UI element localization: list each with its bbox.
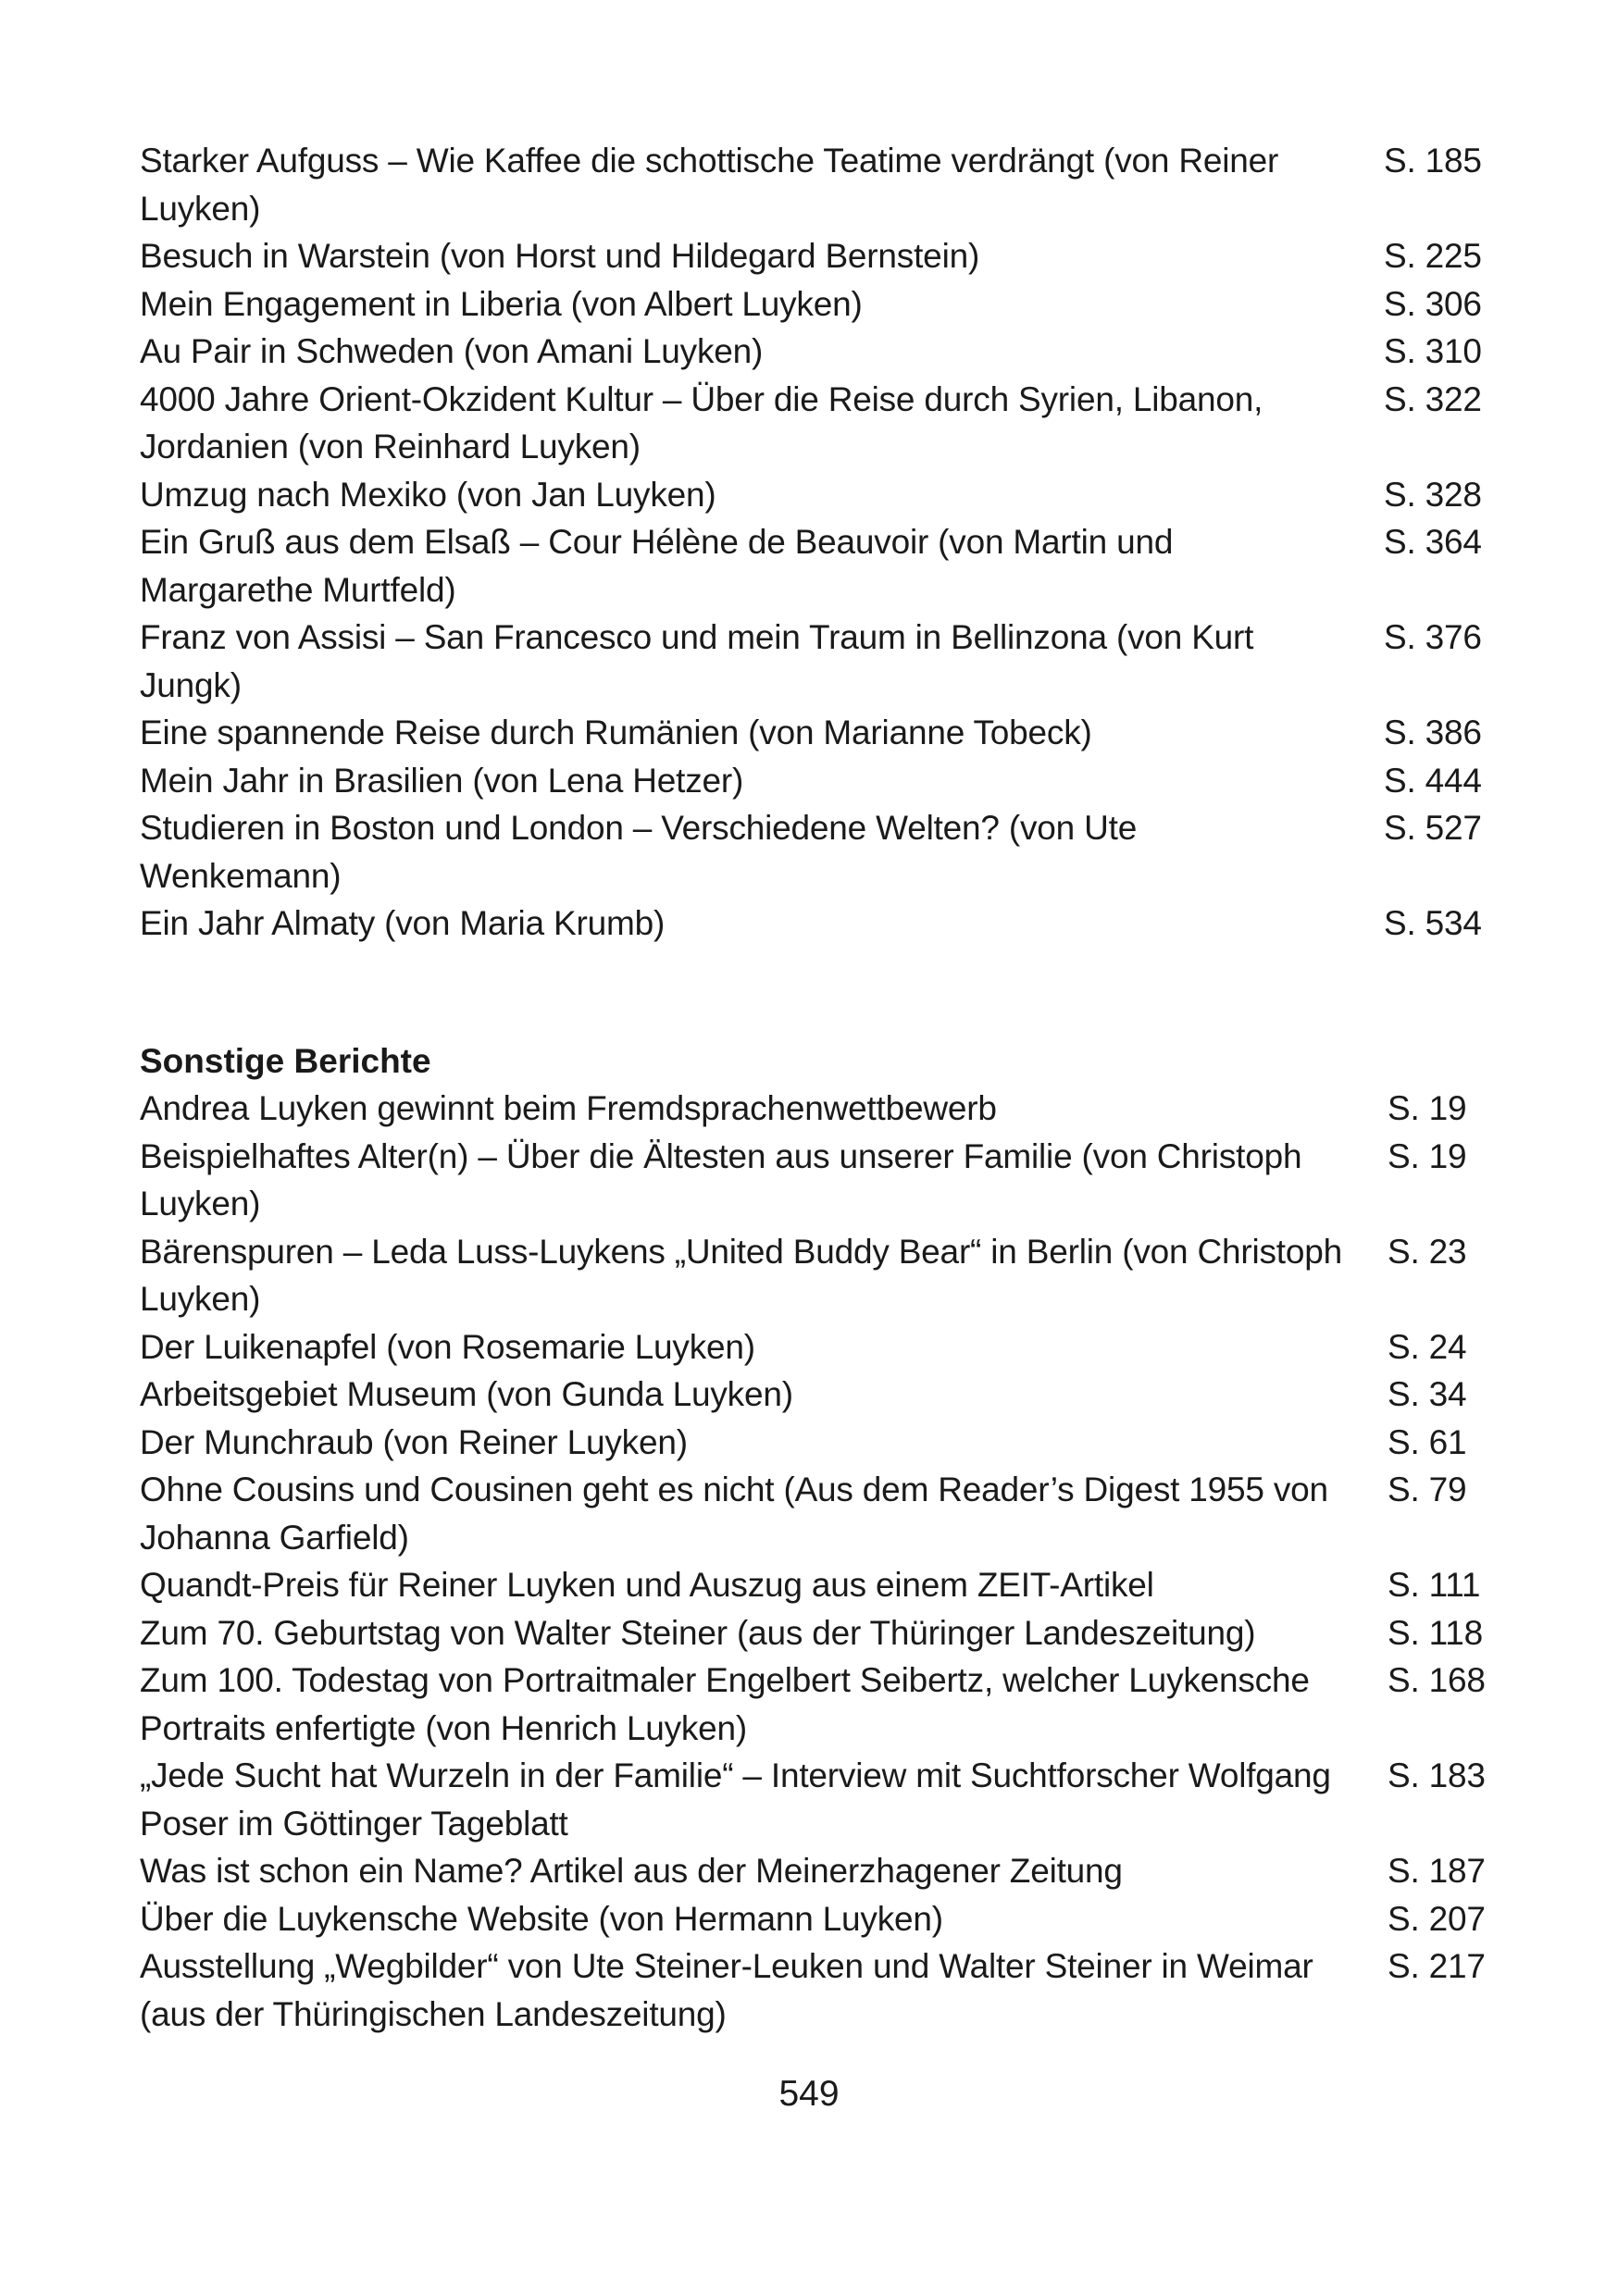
toc-entry-title: Was ist schon ein Name? Artikel aus der Meinerzhagener Zeitung xyxy=(140,1852,1123,1890)
toc-entry xyxy=(140,280,1482,329)
page-number: 549 xyxy=(778,2074,840,2114)
toc-entry-title: Zum 100. Todestag von Portraitmaler Engelbert Seibertz, welcher Luykensche Portraits enfertigte (von Henrich Luyken) xyxy=(140,1661,1310,1747)
toc-entry-title: Der Munchraub (von Reiner Luyken) xyxy=(140,1422,688,1461)
toc-entry xyxy=(140,1228,1482,1323)
toc-entry-page: S. 217 xyxy=(1388,1947,1486,1985)
toc-entry-title: Arbeitsgebiet Museum (von Gunda Luyken) xyxy=(140,1375,793,1413)
toc-entry-page: S. 225 xyxy=(1384,237,1482,275)
toc-entry-title: Ausstellung „Wegbilder“ von Ute Steiner-Leuken und Walter Steiner in Weimar (aus der Thüringischen Landeszeitung) xyxy=(140,1947,1313,2033)
toc-entry-page: S. 534 xyxy=(1384,904,1482,942)
toc-entry xyxy=(140,518,1482,614)
toc-entry-title: Der Luikenapfel (von Rosemarie Luyken) xyxy=(140,1327,755,1366)
toc-entry xyxy=(140,232,1482,280)
toc-entry xyxy=(140,328,1482,376)
toc-entry-page: S. 328 xyxy=(1384,475,1482,514)
toc-entry-title: „Jede Sucht hat Wurzeln in der Familie“ – Interview mit Suchtforscher Wolfgang Poser im Göttinger Tageblatt xyxy=(140,1756,1331,1843)
toc-entry-page: S. 444 xyxy=(1384,761,1482,800)
toc-entry xyxy=(140,1371,1482,1419)
toc-entry-title: Eine spannende Reise durch Rumänien (von Marianne Tobeck) xyxy=(140,714,1092,751)
toc-entry xyxy=(140,1609,1482,1657)
toc-entry-title: Quandt-Preis für Reiner Luyken und Auszug aus einem ZEIT-Artikel xyxy=(140,1566,1154,1604)
toc-entry xyxy=(140,376,1482,471)
document-page xyxy=(140,137,1486,2038)
toc-entry-page: S. 183 xyxy=(1388,1756,1486,1794)
toc-entry-title: Andrea Luyken gewinnt beim Fremdsprachenwettbewerb xyxy=(140,1089,997,1127)
toc-entry-title: Ein Gruß aus dem Elsaß – Cour Hélène de Beauvoir (von Martin und Margarethe Murtfeld) xyxy=(140,523,1174,609)
toc-entry xyxy=(140,757,1482,805)
toc-entry-page: S. 61 xyxy=(1388,1422,1467,1461)
toc-entry xyxy=(140,1895,1486,1943)
toc-entry-title: Zum 70. Geburtstag von Walter Steiner (aus der Thüringer Landeszeitung) xyxy=(140,1613,1256,1652)
toc-entry xyxy=(140,471,1482,519)
toc-list-travel-reports xyxy=(140,137,1482,948)
toc-entry xyxy=(140,1942,1486,2038)
toc-entry-page: S. 185 xyxy=(1384,142,1482,180)
section-heading: Sonstige Berichte xyxy=(140,1041,431,1080)
toc-entry-page: S. 207 xyxy=(1388,1899,1486,1938)
toc-entry-page: S. 187 xyxy=(1388,1852,1486,1890)
toc-entry-page: S. 306 xyxy=(1384,284,1482,323)
toc-entry xyxy=(140,900,1482,948)
toc-entry-page: S. 34 xyxy=(1388,1375,1467,1413)
toc-entry-page: S. 322 xyxy=(1384,379,1482,418)
toc-entry-page: S. 118 xyxy=(1388,1613,1484,1652)
toc-entry-page: S. 24 xyxy=(1388,1327,1467,1366)
toc-entry xyxy=(140,804,1482,900)
toc-list-other-reports xyxy=(140,1085,1486,2038)
toc-entry xyxy=(140,1466,1482,1561)
toc-entry-title: Über die Luykensche Website (von Hermann Luyken) xyxy=(140,1899,943,1938)
toc-entry-title: Franz von Assisi – San Francesco und mein Traum in Bellinzona (von Kurt Jungk) xyxy=(140,618,1254,704)
toc-entry-title: Umzug nach Mexiko (von Jan Luyken) xyxy=(140,475,716,514)
toc-entry xyxy=(140,1752,1486,1847)
toc-entry xyxy=(140,137,1482,232)
toc-entry xyxy=(140,1419,1482,1467)
toc-entry-title: Bärenspuren – Leda Luss-Luykens „United Buddy Bear“ in Berlin (von Christoph Luyken) xyxy=(140,1232,1343,1318)
toc-entry-page: S. 386 xyxy=(1384,714,1482,751)
toc-entry-page: S. 310 xyxy=(1384,332,1482,370)
toc-entry-page: S. 527 xyxy=(1384,809,1482,847)
toc-entry-title: Beispielhaftes Alter(n) – Über die Ältesten aus unserer Familie (von Christoph Luyken) xyxy=(140,1136,1302,1222)
toc-entry xyxy=(140,709,1482,757)
toc-entry-page: S. 19 xyxy=(1388,1089,1467,1127)
toc-entry-page: S. 19 xyxy=(1388,1136,1467,1175)
toc-entry-title: Mein Jahr in Brasilien (von Lena Hetzer) xyxy=(140,761,744,800)
toc-entry-page: S. 364 xyxy=(1384,523,1482,561)
toc-entry-title: Starker Aufguss – Wie Kaffee die schottische Teatime verdrängt (von Reiner Luyken) xyxy=(140,142,1279,228)
toc-entry-title: Besuch in Warstein (von Horst und Hildegard Bernstein) xyxy=(140,237,980,275)
toc-entry-title: Ein Jahr Almaty (von Maria Krumb) xyxy=(140,904,666,942)
toc-entry xyxy=(140,1561,1482,1609)
toc-entry-title: Studieren in Boston und London – Verschiedene Welten? (von Ute Wenkemann) xyxy=(140,809,1138,895)
toc-entry xyxy=(140,1847,1486,1895)
toc-entry xyxy=(140,1323,1482,1371)
toc-entry xyxy=(140,1133,1482,1228)
toc-entry-page: S. 168 xyxy=(1388,1661,1486,1699)
toc-entry xyxy=(140,1657,1486,1752)
toc-entry-page: S. 376 xyxy=(1384,618,1482,656)
toc-entry-title: Au Pair in Schweden (von Amani Luyken) xyxy=(140,332,764,370)
toc-entry xyxy=(140,1085,1482,1133)
toc-entry-page: S. 23 xyxy=(1388,1232,1467,1271)
toc-entry-title: Ohne Cousins und Cousinen geht es nicht (Aus dem Reader’s Digest 1955 von Johanna Garfield) xyxy=(140,1471,1328,1557)
toc-entry-page: S. 79 xyxy=(1388,1471,1467,1508)
toc-entry-page: S. 111 xyxy=(1388,1566,1481,1604)
toc-entry-title: 4000 Jahre Orient-Okzident Kultur – Über die Reise durch Syrien, Libanon, Jordanien (von Reinhard Luyken) xyxy=(140,379,1263,465)
toc-entry xyxy=(140,614,1482,709)
toc-entry-title: Mein Engagement in Liberia (von Albert Luyken) xyxy=(140,284,863,323)
